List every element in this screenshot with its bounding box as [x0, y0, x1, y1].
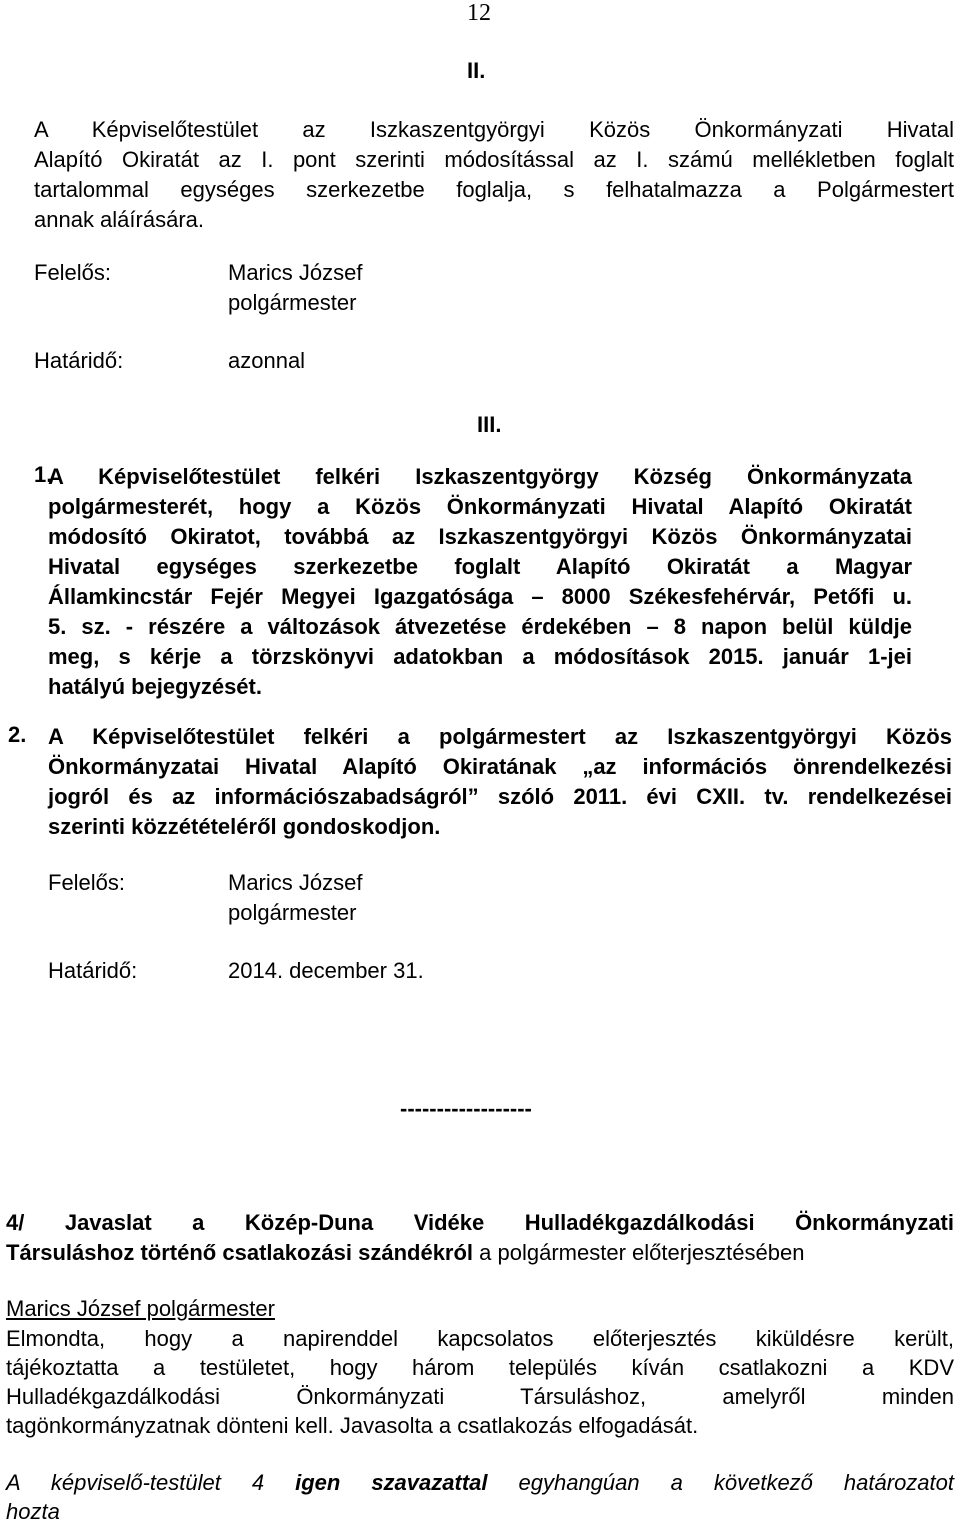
agenda-4-title-rest: a polgármester előterjesztésében	[473, 1240, 805, 1265]
item-1-line: 5. sz. - részére a változások átvezetése érdekében – 8 napon belül küldje	[48, 614, 912, 639]
section-2-responsible-label: Felelős:	[34, 260, 112, 285]
vote-line-2: hozta	[6, 1499, 60, 1524]
section-2-deadline-value: azonnal	[228, 348, 306, 373]
item-1-line: Hivatal egységes szerkezetbe foglalt Alapító Okiratát a Magyar	[48, 554, 912, 579]
item-1-line: A Képviselőtestület felkéri Iszkaszentgyörgy Község Önkormányzata	[48, 464, 912, 489]
section-3-responsible-label: Felelős:	[48, 870, 126, 895]
section-2-line: annak aláírására.	[34, 207, 204, 232]
separator: ------------------	[400, 1096, 532, 1121]
item-2-line: szerinti közzétételéről gondoskodjon.	[48, 814, 441, 839]
item-1-line: polgármesterét, hogy a Közös Önkormányzati Hivatal Alapító Okiratát	[48, 494, 912, 519]
item-1-number: 1.	[34, 462, 53, 487]
speaker: Marics József polgármester	[6, 1296, 275, 1321]
item-2-text	[48, 722, 952, 842]
speech-line: tájékoztatta a testületet, hogy három település kíván csatlakozni a KDV	[6, 1355, 954, 1380]
section-2-line: Alapító Okiratát az I. pont szerinti módosítással az I. számú mellékletben foglalt	[34, 147, 954, 172]
item-1-line: hatályú bejegyzését.	[48, 674, 262, 699]
vote-line	[6, 1468, 954, 1497]
section-2-line: tartalommal egységes szerkezetbe foglalja, s felhatalmazza a Polgármestert	[34, 177, 954, 202]
section-3-deadline-label: Határidő:	[48, 958, 138, 983]
section-2-paragraph	[34, 115, 954, 235]
item-1-line: Államkincstár Fejér Megyei Igazgatósága – 8000 Székesfehérvár, Petőfi u.	[48, 584, 912, 609]
section-2-heading: II.	[467, 58, 486, 83]
section-2-deadline-label: Határidő:	[34, 348, 124, 373]
section-2-responsible-title: polgármester	[228, 290, 357, 315]
section-2-line: A Képviselőtestület az Iszkaszentgyörgyi Közös Önkormányzati Hivatal	[34, 117, 954, 142]
item-2-line: jogról és az információszabadságról” szóló 2011. évi CXII. tv. rendelkezései	[48, 784, 952, 809]
item-1-text	[48, 462, 912, 702]
section-3-responsible-name: Marics József	[228, 870, 363, 895]
speech-line: Hulladékgazdálkodási Önkormányzati Társuláshoz, amelyről minden	[6, 1384, 954, 1409]
section-3-deadline-value: 2014. december 31.	[228, 958, 424, 983]
section-3-responsible-title: polgármester	[228, 900, 357, 925]
vote-pre: A képviselő-testület 4	[6, 1470, 296, 1495]
vote-bold: igen szavazattal	[295, 1470, 488, 1495]
section-3-heading: III.	[477, 412, 502, 437]
speech	[6, 1324, 954, 1440]
agenda-4-title-line: 4/ Javaslat a Közép-Duna Vidéke Hulladékgazdálkodási Önkormányzati	[6, 1210, 954, 1235]
item-1-line: meg, s kérje a törzskönyvi adatokban a módosítások 2015. január 1-jei	[48, 644, 912, 669]
item-2-number: 2.	[8, 722, 27, 747]
section-2-responsible-name: Marics József	[228, 260, 363, 285]
item-2-line: Önkormányzatai Hivatal Alapító Okiratának „az információs önrendelkezési	[48, 754, 952, 779]
vote-result	[6, 1468, 954, 1526]
speech-line: tagönkormányzatnak dönteni kell. Javasolta a csatlakozás elfogadását.	[6, 1413, 699, 1438]
agenda-4-title-line	[6, 1238, 954, 1268]
vote-post: egyhangúan a következő határozatot	[487, 1470, 955, 1495]
item-2-line: A Képviselőtestület felkéri a polgármestert az Iszkaszentgyörgyi Közös	[48, 724, 952, 749]
item-1-line: módosító Okiratot, továbbá az Iszkaszentgyörgyi Közös Önkormányzatai	[48, 524, 912, 549]
speech-line: Elmondta, hogy a napirenddel kapcsolatos előterjesztés kiküldésre került,	[6, 1326, 954, 1351]
agenda-4-title	[6, 1208, 954, 1268]
page-number: 12	[467, 0, 491, 26]
agenda-4-title-bold: Társuláshoz történő csatlakozási szándékról	[6, 1240, 474, 1265]
